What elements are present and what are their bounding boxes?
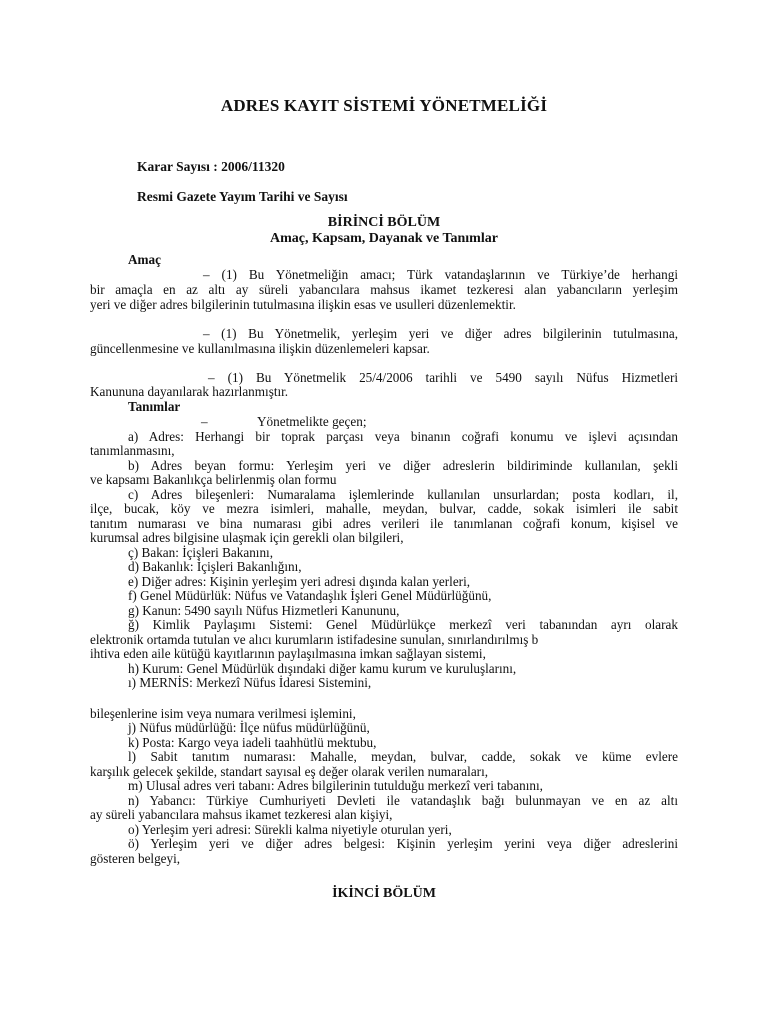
definition-line: ı) MERNİS: Merkezî Nüfus İdaresi Sistemini,	[128, 675, 372, 690]
definition-line: gösteren belgeyi,	[90, 851, 181, 866]
definition-line: f) Genel Müdürlük: Nüfus ve Vatandaşlık İşleri Genel Müdürlüğünü,	[128, 588, 492, 603]
definition-line: bileşenlerine isim veya numara verilmesi işlemini,	[90, 706, 356, 721]
document-title: ADRES KAYIT SİSTEMİ YÖNETMELİĞİ	[220, 96, 548, 115]
article-heading-tanimlar: Tanımlar	[128, 399, 181, 414]
paragraph-line: güncellenmesine ve kullanılmasına ilişkin düzenlemeleri kapsar.	[90, 341, 430, 356]
definition-line: o) Yerleşim yeri adresi: Sürekli kalma niyetiyle oturulan yeri,	[128, 822, 452, 837]
definition-line: a) Adres: Herhangi bir toprak parçası veya binanın coğrafi konumu ve işlevi açısından	[128, 429, 678, 444]
karar-sayisi: Karar Sayısı : 2006/11320	[137, 159, 285, 174]
definition-line: c) Adres bileşenleri: Numaralama işlemlerinde kullanılan unsurlardan; posta kodları, il,	[128, 487, 678, 502]
paragraph-line: yeri ve diğer adres bilgilerinin tutulmasına ilişkin esas ve usulleri düzenlemektir.	[90, 297, 516, 312]
paragraph-line: Kanununa dayanılarak hazırlanmıştır.	[90, 384, 289, 399]
definition-line: m) Ulusal adres veri tabanı: Adres bilgilerinin tutulduğu merkezî veri tabanını,	[128, 778, 543, 793]
definition-line: tanıtım numarası ve bina numarası gibi adres verileri ile tanımlanan coğrafi konum, kişisel ve	[90, 516, 678, 531]
definition-line: d) Bakanlık: İçişleri Bakanlığını,	[128, 559, 302, 574]
paragraph-line: Yönetmelikte geçen;	[257, 414, 367, 429]
definition-line: ve kapsamı Bakanlıkça belirlenmiş olan formu	[90, 472, 337, 487]
definition-line: ay süreli yabancılara mahsus ikamet tezkeresi alan kişiyi,	[90, 807, 393, 822]
definition-line: ç) Bakan: İçişleri Bakanını,	[128, 545, 274, 560]
section-subheading-1: Amaç, Kapsam, Dayanak ve Tanımlar	[270, 231, 498, 246]
definition-line: b) Adres beyan formu: Yerleşim yeri ve diğer adreslerin bildiriminde kullanılan, şekli	[128, 458, 678, 473]
definition-line: ö) Yerleşim yeri ve diğer adres belgesi: Kişinin yerleşim yerini veya diğer adreslerini	[128, 836, 678, 851]
definition-line: ilçe, bucak, köy ve mezra isimleri, mahalle, meydan, bulvar, cadde, sokak isimleri ile sabit	[90, 501, 678, 516]
definition-line: l) Sabit tanıtım numarası: Mahalle, meydan, bulvar, cadde, sokak ve küme evlere	[128, 749, 678, 764]
section-heading-2: İKİNCİ BÖLÜM	[332, 886, 436, 901]
definition-line: karşılık gelecek şekilde, standart sayısal eş değer olarak verilen numaraları,	[90, 764, 489, 779]
definition-line: e) Diğer adres: Kişinin yerleşim yeri adresi dışında kalan yerleri,	[128, 574, 471, 589]
definition-line: ğ) Kimlik Paylaşımı Sistemi: Genel Müdürlükçe merkezî veri tabanından ayrı olarak	[128, 617, 678, 632]
definition-line: kurumsal adres bilgisine ulaşmak için gerekli olan bilgileri,	[90, 530, 404, 545]
definition-line: tanımlanmasını,	[90, 443, 175, 458]
definition-line: n) Yabancı: Türkiye Cumhuriyeti Devleti ile vatandaşlık bağı bulunmayan ve en az altı	[128, 793, 678, 808]
resmi-gazete: Resmi Gazete Yayım Tarihi ve Sayısı	[137, 189, 348, 204]
paragraph-line: bir amaçla en az altı ay süreli yabancılara mahsus ikamet tezkeresi alan yabancıların yerleşim	[90, 282, 678, 297]
section-heading-1: BİRİNCİ BÖLÜM	[327, 215, 441, 230]
paragraph-line: – (1) Bu Yönetmelik 25/4/2006 tarihli ve 5490 sayılı Nüfus Hizmetleri	[208, 370, 678, 385]
definition-line: k) Posta: Kargo veya iadeli taahhütlü mektubu,	[128, 735, 377, 750]
paragraph-line: – (1) Bu Yönetmelik, yerleşim yeri ve diğer adres bilgilerinin tutulmasına,	[203, 326, 678, 341]
definition-line: j) Nüfus müdürlüğü: İlçe nüfus müdürlüğünü,	[128, 720, 370, 735]
article-heading-amac: Amaç	[128, 252, 161, 267]
definition-line: elektronik ortamda tutulan ve alıcı kurumların istifadesine sunulan, sınırlandırılmış b	[90, 632, 539, 647]
paragraph-line: – (1) Bu Yönetmeliğin amacı; Türk vatandaşlarının ve Türkiye’de herhangi	[203, 267, 678, 282]
definition-line: h) Kurum: Genel Müdürlük dışındaki diğer kamu kurum ve kuruluşlarını,	[128, 661, 517, 676]
definition-line: g) Kanun: 5490 sayılı Nüfus Hizmetleri Kanununu,	[128, 603, 400, 618]
article-dash: –	[201, 414, 208, 429]
definition-line: ihtiva eden aile kütüğü kayıtlarının paylaşılmasına imkan sağlayan sistemi,	[90, 646, 486, 661]
